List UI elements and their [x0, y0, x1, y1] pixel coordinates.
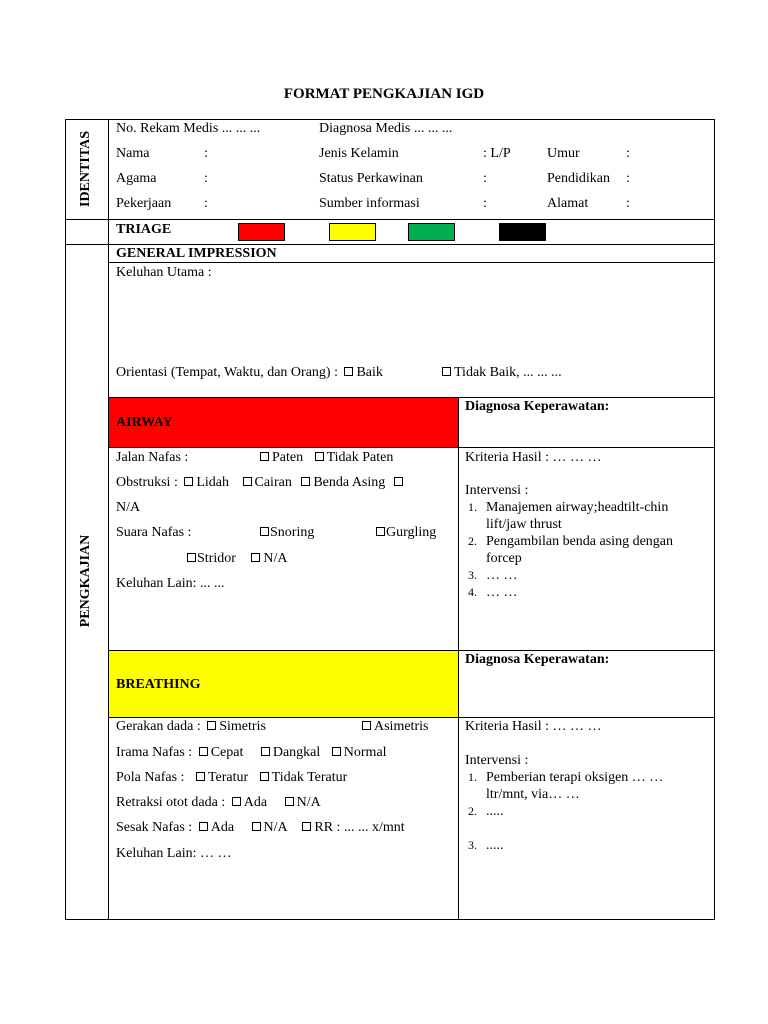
diagnosa-medis-field[interactable]: Diagnosa Medis ... ... ... — [319, 121, 453, 136]
sesak-na-label: N/A — [263, 820, 287, 835]
umur-label: Umur — [547, 146, 580, 161]
gurgling-option — [376, 524, 436, 541]
triage-black-swatch[interactable] — [499, 223, 546, 241]
stridor-checkbox[interactable] — [187, 553, 196, 562]
tidak-teratur-label: Tidak Teratur — [271, 770, 348, 785]
breathing-intervensi-list — [465, 769, 705, 854]
obstruksi-na-label: N/A — [116, 500, 141, 515]
breathing-intervensi-label: Intervensi : — [465, 753, 529, 768]
intervensi-item-text: Manajemen airway;headtilt-chin lift/jaw thrust — [486, 500, 669, 532]
intervensi-item — [465, 803, 705, 820]
alamat-label: Alamat — [547, 196, 589, 211]
breathing-label: BREATHING — [116, 677, 201, 692]
triage-green-swatch[interactable] — [408, 223, 455, 241]
sesak-nafas-label: Sesak Nafas : — [116, 820, 193, 835]
retraksi-na-checkbox[interactable] — [285, 797, 294, 806]
suara-na-label: N/A — [263, 551, 288, 566]
breathing-diagnosa-label: Diagnosa Keperawatan: — [465, 652, 610, 667]
intervensi-item-number: 4. — [468, 585, 477, 599]
retraksi-na-label: N/A — [296, 795, 321, 810]
intervensi-item-number: 1. — [468, 770, 477, 784]
keluhan-utama-label: Keluhan Utama : — [116, 265, 212, 280]
simetris-label: Simetris — [219, 719, 266, 734]
normal-checkbox[interactable] — [332, 747, 341, 756]
triage-red-swatch[interactable] — [238, 223, 285, 241]
dangkal-checkbox[interactable] — [261, 747, 270, 756]
snoring-checkbox[interactable] — [260, 527, 269, 536]
obstruksi-na-checkbox[interactable] — [394, 477, 403, 486]
teratur-checkbox[interactable] — [196, 772, 205, 781]
stridor-option — [187, 550, 288, 567]
status-perkawinan-colon: : — [483, 171, 487, 186]
rr-field[interactable]: RR : ... ... x/mnt — [314, 820, 405, 835]
triage-label: TRIAGE — [116, 222, 172, 237]
pekerjaan-label: Pekerjaan — [116, 196, 172, 211]
no-rekam-medis-field[interactable]: No. Rekam Medis ... ... ... — [116, 121, 261, 136]
retraksi-ada-label: Ada — [243, 795, 268, 810]
orientasi-row — [116, 364, 383, 381]
column-divider — [458, 397, 459, 920]
jenis-kelamin-label: Jenis Kelamin — [319, 146, 399, 161]
identitas-label: IDENTITAS — [78, 131, 93, 207]
suara-nafas-label: Suara Nafas : — [116, 525, 192, 540]
breathing-kriteria-hasil[interactable]: Kriteria Hasil : … … … — [465, 719, 602, 734]
intervensi-item — [465, 837, 705, 854]
pola-nafas-label: Pola Nafas : — [116, 770, 185, 785]
normal-label: Normal — [343, 745, 387, 760]
intervensi-item-number: 2. — [468, 804, 477, 818]
jalan-nafas-label: Jalan Nafas : — [116, 450, 189, 465]
orientasi-tidak-baik-checkbox[interactable] — [442, 367, 451, 376]
breathing-keluhan-lain[interactable]: Keluhan Lain: … … — [116, 846, 232, 861]
row-divider — [65, 219, 715, 220]
pekerjaan-colon: : — [204, 196, 208, 211]
asimetris-checkbox[interactable] — [362, 721, 371, 730]
status-perkawinan-label: Status Perkawinan — [319, 171, 423, 186]
teratur-label: Teratur — [207, 770, 249, 785]
gerakan-dada-row — [116, 718, 266, 735]
sumber-informasi-label: Sumber informasi — [319, 196, 420, 211]
simetris-checkbox[interactable] — [207, 721, 216, 730]
triage-yellow-swatch[interactable] — [329, 223, 376, 241]
alamat-colon: : — [626, 196, 630, 211]
sesak-ada-label: Ada — [210, 820, 235, 835]
orientasi-tidak-baik-option — [442, 364, 562, 381]
paten-label: Paten — [272, 450, 304, 465]
tidak-paten-label: Tidak Paten — [326, 450, 394, 465]
intervensi-item-text: Pengambilan benda asing dengan forcep — [486, 534, 674, 566]
airway-intervensi-label: Intervensi : — [465, 483, 529, 498]
snoring-label: Snoring — [270, 525, 315, 540]
intervensi-item-number: 2. — [468, 534, 477, 548]
snoring-option — [260, 524, 314, 541]
sesak-ada-checkbox[interactable] — [199, 822, 208, 831]
intervensi-item — [465, 533, 705, 567]
pengkajian-label: PENGKAJIAN — [78, 534, 93, 628]
airway-intervensi-list — [465, 499, 705, 601]
irama-nafas-label: Irama Nafas : — [116, 745, 193, 760]
sesak-na-checkbox[interactable] — [252, 822, 261, 831]
gerakan-dada-label: Gerakan dada : — [116, 719, 201, 734]
page-title: FORMAT PENGKAJIAN IGD — [283, 86, 485, 102]
stridor-label: Stridor — [197, 551, 236, 566]
cepat-checkbox[interactable] — [199, 747, 208, 756]
intervensi-item — [465, 567, 705, 584]
orientasi-baik-checkbox[interactable] — [344, 367, 353, 376]
pola-nafas-row — [116, 769, 347, 786]
lidah-label: Lidah — [196, 475, 229, 490]
jenis-kelamin-field[interactable]: : L/P — [483, 146, 511, 161]
orientasi-tidak-baik-label: Tidak Baik, ... ... ... — [454, 365, 562, 380]
intervensi-item-number: 3. — [468, 838, 477, 852]
cairan-label: Cairan — [254, 475, 292, 490]
gurgling-label: Gurgling — [386, 525, 437, 540]
umur-colon: : — [626, 146, 630, 161]
asimetris-option — [362, 718, 428, 735]
retraksi-row — [116, 794, 321, 811]
tidak-paten-checkbox[interactable] — [315, 452, 324, 461]
paten-checkbox[interactable] — [260, 452, 269, 461]
section-divider — [108, 119, 109, 920]
airway-keluhan-lain[interactable]: Keluhan Lain: ... ... — [116, 576, 225, 591]
lidah-checkbox[interactable] — [184, 477, 193, 486]
dangkal-label: Dangkal — [272, 745, 321, 760]
airway-label: AIRWAY — [116, 415, 173, 430]
nama-label: Nama — [116, 146, 150, 161]
benda-asing-checkbox[interactable] — [301, 477, 310, 486]
pendidikan-colon: : — [626, 171, 630, 186]
general-impression-label: GENERAL IMPRESSION — [116, 246, 277, 261]
intervensi-item-number: 1. — [468, 500, 477, 514]
airway-diagnosa-label: Diagnosa Keperawatan: — [465, 399, 610, 414]
sumber-informasi-colon: : — [483, 196, 487, 211]
pendidikan-label: Pendidikan — [547, 171, 610, 186]
retraksi-ada-checkbox[interactable] — [232, 797, 241, 806]
intervensi-item-text: … … — [486, 585, 518, 600]
intervensi-item-number: 3. — [468, 568, 477, 582]
agama-label: Agama — [116, 171, 157, 186]
obstruksi-row — [116, 474, 406, 491]
airway-kriteria-hasil[interactable]: Kriteria Hasil : … … … — [465, 450, 602, 465]
intervensi-item-text: … … — [486, 568, 518, 583]
suara-na-checkbox[interactable] — [251, 553, 260, 562]
benda-asing-label: Benda Asing — [313, 475, 386, 490]
gurgling-checkbox[interactable] — [376, 527, 385, 536]
nama-colon: : — [204, 146, 208, 161]
intervensi-item — [465, 584, 705, 601]
intervensi-item-text: Pemberian terapi oksigen … … ltr/mnt, via… … — [486, 770, 664, 802]
cairan-checkbox[interactable] — [243, 477, 252, 486]
sesak-nafas-row — [116, 819, 405, 836]
retraksi-label: Retraksi otot dada : — [116, 795, 226, 810]
orientasi-baik-label: Baik — [356, 365, 383, 380]
intervensi-item-text: ..... — [486, 838, 504, 853]
intervensi-item — [465, 499, 705, 533]
irama-nafas-row — [116, 744, 387, 761]
row-divider — [108, 447, 715, 448]
tidak-teratur-checkbox[interactable] — [260, 772, 269, 781]
rr-checkbox[interactable] — [302, 822, 311, 831]
asimetris-label: Asimetris — [374, 719, 429, 734]
agama-colon: : — [204, 171, 208, 186]
cepat-label: Cepat — [210, 745, 244, 760]
intervensi-item-text: ..... — [486, 804, 504, 819]
orientasi-label: Orientasi (Tempat, Waktu, dan Orang) : — [116, 365, 338, 380]
row-divider — [108, 262, 715, 263]
intervensi-item — [465, 769, 705, 803]
jalan-nafas-options — [260, 449, 393, 466]
obstruksi-label: Obstruksi : — [116, 475, 178, 490]
